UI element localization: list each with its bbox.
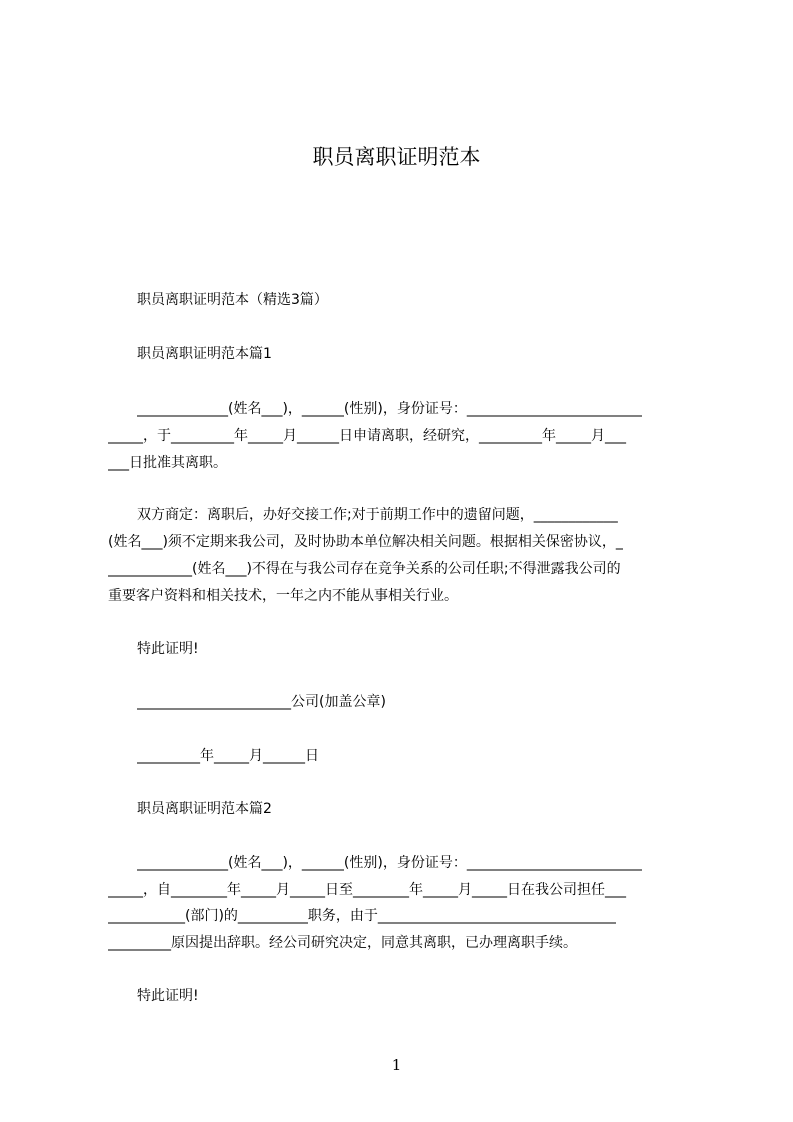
paragraph-line: _____，自________年_____月_____日至________年_____月_____日在我公司担任___ xyxy=(108,882,626,898)
paragraph-line: ___________(部门)的__________职务，由于__________________________________ xyxy=(108,908,616,924)
template2-heading: 职员离职证明范本篇2 xyxy=(137,801,272,817)
paragraph-line: _____________(姓名___)，______(性别)，身份证号：_________________________ xyxy=(137,855,642,871)
paragraph-line: _____，于_________年_____月______日申请离职，经研究，_________年_____月___ xyxy=(108,428,626,444)
paragraph-line: 重要客户资料和相关技术，一年之内不能从事相关行业。 xyxy=(108,588,458,604)
paragraph-line: ____________(姓名___)不得在与我公司存在竞争关系的公司任职;不得泄露我公司的 xyxy=(108,561,621,577)
paragraph-line: (姓名___)须不定期来我公司，及时协助本单位解决相关问题。根据相关保密协议，_ xyxy=(108,534,623,550)
document-subtitle: 职员离职证明范本（精选3篇） xyxy=(137,292,328,308)
template1-certify: 特此证明! xyxy=(137,641,199,657)
template2-certify: 特此证明! xyxy=(137,988,199,1004)
template1-company-seal-line: ______________________公司(加盖公章) xyxy=(137,694,386,710)
template1-date-line: _________年_____月______日 xyxy=(137,748,319,764)
paragraph-line: ___日批准其离职。 xyxy=(108,455,227,471)
paragraph-line: _________原因提出辞职。经公司研究决定，同意其离职，已办理离职手续。 xyxy=(108,935,577,951)
paragraph-line: _____________(姓名___)，______(性别)，身份证号：_________________________ xyxy=(137,401,642,417)
template1-heading: 职员离职证明范本篇1 xyxy=(137,346,272,362)
document-title: 职员离职证明范本 xyxy=(312,145,481,169)
page-number: 1 xyxy=(391,1056,402,1074)
paragraph-line: 双方商定：离职后，办好交接工作;对于前期工作中的遗留问题，____________ xyxy=(137,507,618,523)
